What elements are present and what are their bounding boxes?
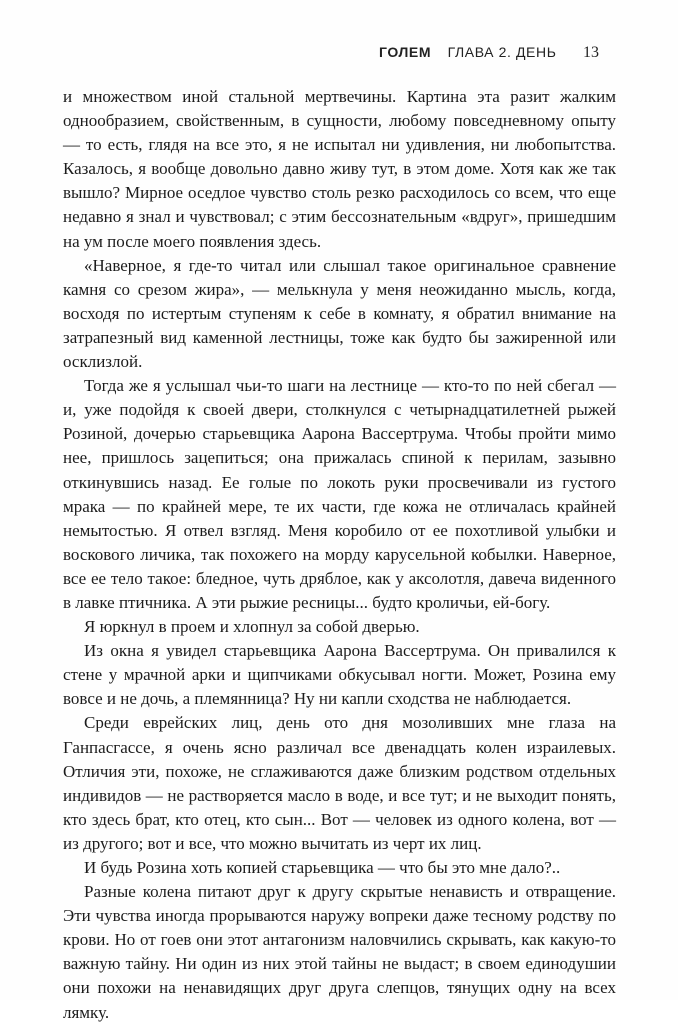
paragraph: Тогда же я услышал чьи-то шаги на лестнице — кто-то по ней сбегал — и, уже подойдя к своей двери, столкнулся с четырнадцатилетней рыжей Розиной, дочерью старьевщика Аарона Вассертрума. Чтобы пройти мимо нее, пришлось зацепиться; она прижалась спиной к перилам, зазывно откинувшись назад. Ее голые по локоть руки просвечивали из густого мрака — по крайней мере, те их части, где кожа не отличалась крайней немытостью. Я отвел взгляд. Меня коробило от ее похотливой улыбки и воскового личика, так похожего на морду карусельной кобылки. Наверное, все ее тело такое: бледное, чуть дряблое, как у аксолотля, давеча виденного в лавке птичника. А эти рыжие ресницы... будто кроличьи, ей-богу. <box>63 376 616 612</box>
paragraph: Я юркнул в проем и хлопнул за собой дверью. <box>84 617 420 637</box>
paragraph: Из окна я увидел старьевщика Аарона Вассертрума. Он привалился к стене у мрачной арки и щипчиками обкусывал ногти. Может, Розина ему вовсе и не дочь, а племянница? Ну ни капли сходства не наблюдается. <box>63 641 616 709</box>
text-body <box>63 85 616 1025</box>
page-number: 13 <box>583 44 599 61</box>
paragraph: и множеством иной стальной мертвечины. Картина эта разит жалким однообразием, свойственным, в сущности, любому повседневному опыту — то есть, глядя на все это, я не испытал ни удивления, ни любопытства. Казалось, я вообще довольно давно живу тут, в этом доме. Хотя как же так вышло? Мирное оседлое чувство столь резко расходилось со всем, что еще недавно я знал и чувствовал; с этим бессознательным «вдруг», пришедшим на ум после моего появления здесь. <box>63 87 616 251</box>
paragraph: Среди еврейских лиц, день ото дня мозоливших мне глаза на Ганпасгассе, я очень ясно различал все двенадцать колен израилевых. Отличия эти, похоже, не сглаживаются даже близким родством отдельных индивидов — не растворяется масло в воде, и все тут; и не выходит понять, кто здесь брат, кто отец, кто сын... Вот — человек из одного колена, вот — из другого; вот и все, что можно вычитать из черт их лиц. <box>63 713 616 853</box>
paragraph: И будь Розина хоть копией старьевщика — что бы это мне дало?.. <box>84 858 561 877</box>
paragraph: Разные колена питают друг к другу скрытые ненависть и отвращение. Эти чувства иногда прорываются наружу вопреки даже тесному родству по крови. Но от гоев они этот антагонизм наловчились скрывать, как какую-то важную тайну. Ни один из них этой тайны не выдаст; в своем единодушии они похожи на ненавидящих друг друга слепцов, тянущих одну на всех лямку. <box>63 882 616 1022</box>
book-title: ГОЛЕМ <box>378 44 432 60</box>
chapter-title: ГЛАВА 2. ДЕНЬ <box>447 44 557 60</box>
running-head <box>379 44 599 62</box>
paragraph: «Наверное, я где-то читал или слышал такое оригинальное сравнение камня со срезом жира», — мелькнула у меня неожиданно мысль, когда, восходя по истертым ступеням к себе в комнату, я обратил внимание на затрапезный вид каменной лестницы, тоже как будто бы зажиренной или осклизлой. <box>63 255 616 372</box>
